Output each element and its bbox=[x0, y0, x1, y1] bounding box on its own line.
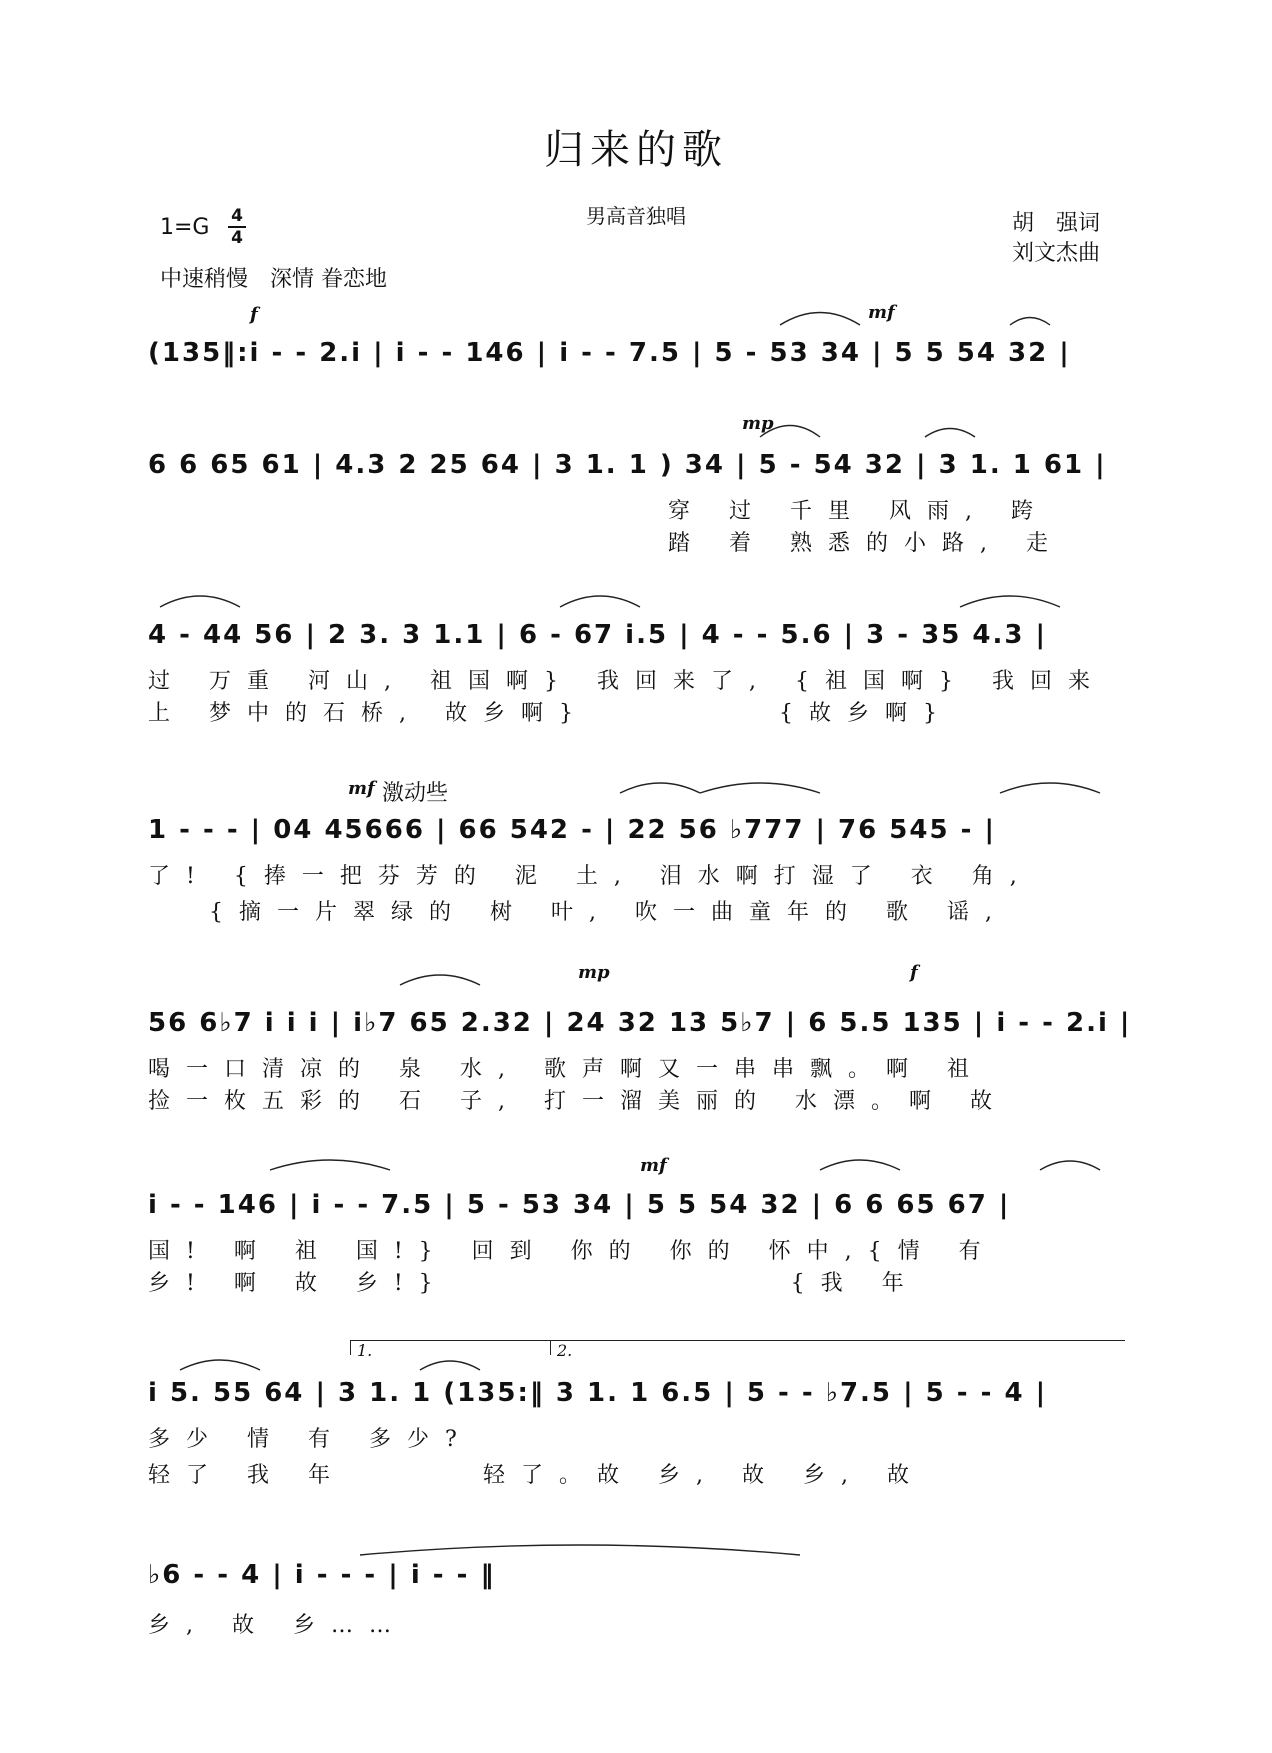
lyric-verse-1: 喝一口清凉的 泉 水, 歌声啊又一串串飘。啊 祖 bbox=[148, 1057, 985, 1082]
dynamic-mp: mp bbox=[742, 413, 774, 434]
lyric-verse-1: 了! {捧一把芬芳的 泥 土, 泪水啊打湿了 衣 角, bbox=[148, 864, 1033, 889]
lyric-verse-1: 国! 啊 祖 国!} 回到 你的 你的 怀中,{情 有 bbox=[148, 1239, 997, 1264]
lyric-verse-2: {摘一片翠绿的 树 叶, 吹一曲童年的 歌 谣, bbox=[148, 900, 1008, 925]
score-title: 归来的歌 bbox=[544, 127, 728, 173]
dynamic-mf: mf bbox=[640, 1155, 667, 1176]
jianpu-notes: i 5. 55 64 | 3 1. 1 (135:‖ 3 1. 1 6.5 | 5 - - ♭7.5 | 5 - - 4 | bbox=[148, 1378, 1048, 1408]
key-signature: 1=G bbox=[160, 215, 210, 240]
jianpu-notes: 1 - - - | 04 45666 | 66 542 - | 22 56 ♭777 | 76 545 - | bbox=[148, 815, 996, 845]
lyric-verse-1: 乡, 故 乡…… bbox=[148, 1613, 407, 1638]
composer-credit: 刘文杰曲 bbox=[1012, 241, 1101, 266]
expression-text: 激动些 bbox=[382, 781, 449, 806]
jianpu-notes: i - - 146 | i - - 7.5 | 5 - 53 34 | 5 5 54 32 | 6 6 65 67 | bbox=[148, 1190, 1011, 1220]
jianpu-notes: 6 6 65 61 | 4.3 2 25 64 | 3 1. 1 ) 34 | 5 - 54 32 | 3 1. 1 61 | bbox=[148, 450, 1107, 480]
lyric-verse-1: 多少 情 有 多少? bbox=[148, 1427, 473, 1452]
dynamic-mf: mf bbox=[868, 302, 895, 323]
lyric-verse-2: 上 梦中的石桥, 故乡啊} {故乡啊} bbox=[148, 701, 953, 726]
time-signature-top: 4 bbox=[231, 206, 243, 226]
performance-type: 男高音独唱 bbox=[586, 204, 686, 228]
jianpu-notes: (135‖:i - - 2.i | i - - 146 | i - - 7.5 | 5 - 53 34 | 5 5 54 32 | bbox=[148, 338, 1071, 368]
lyricist-credit: 胡 强词 bbox=[1012, 211, 1101, 236]
first-ending-bracket: 1. bbox=[350, 1340, 552, 1355]
lyric-verse-2: 轻了 我 年 轻了。故 乡, 故 乡, 故 bbox=[148, 1463, 925, 1488]
dynamic-mf: mf bbox=[348, 778, 375, 799]
lyric-verse-2: 捡一枚五彩的 石 子, 打一溜美丽的 水漂。啊 故 bbox=[148, 1089, 1008, 1114]
jianpu-notes: 4 - 44 56 | 2 3. 3 1.1 | 6 - 67 i.5 | 4 - - 5.6 | 3 - 35 4.3 | bbox=[148, 620, 1047, 650]
jianpu-notes: ♭6 - - 4 | i - - - | i - - ‖ bbox=[148, 1560, 496, 1590]
dynamic-f: f bbox=[250, 304, 258, 325]
second-ending-bracket: 2. bbox=[550, 1340, 1125, 1355]
lyric-verse-1: 穿 过 千里 风雨, 跨 bbox=[668, 499, 1049, 524]
tempo-marking: 中速稍慢 深情 眷恋地 bbox=[160, 267, 387, 292]
lyric-verse-2: 踏 着 熟悉的小路, 走 bbox=[668, 531, 1064, 556]
time-signature bbox=[228, 207, 246, 247]
time-signature-bottom: 4 bbox=[231, 228, 243, 248]
dynamic-f: f bbox=[910, 962, 918, 983]
lyric-verse-2: 乡! 啊 故 乡!} {我 年 bbox=[148, 1271, 920, 1296]
lyric-verse-1: 过 万重 河山, 祖国啊} 我回来了, {祖国啊} 我回来 bbox=[148, 669, 1106, 694]
dynamic-mp: mp bbox=[578, 962, 610, 983]
jianpu-notes: 56 6♭7 i i i | i♭7 65 2.32 | 24 32 13 5♭7 | 6 5.5 135 | i - - 2.i | bbox=[148, 1008, 1132, 1038]
